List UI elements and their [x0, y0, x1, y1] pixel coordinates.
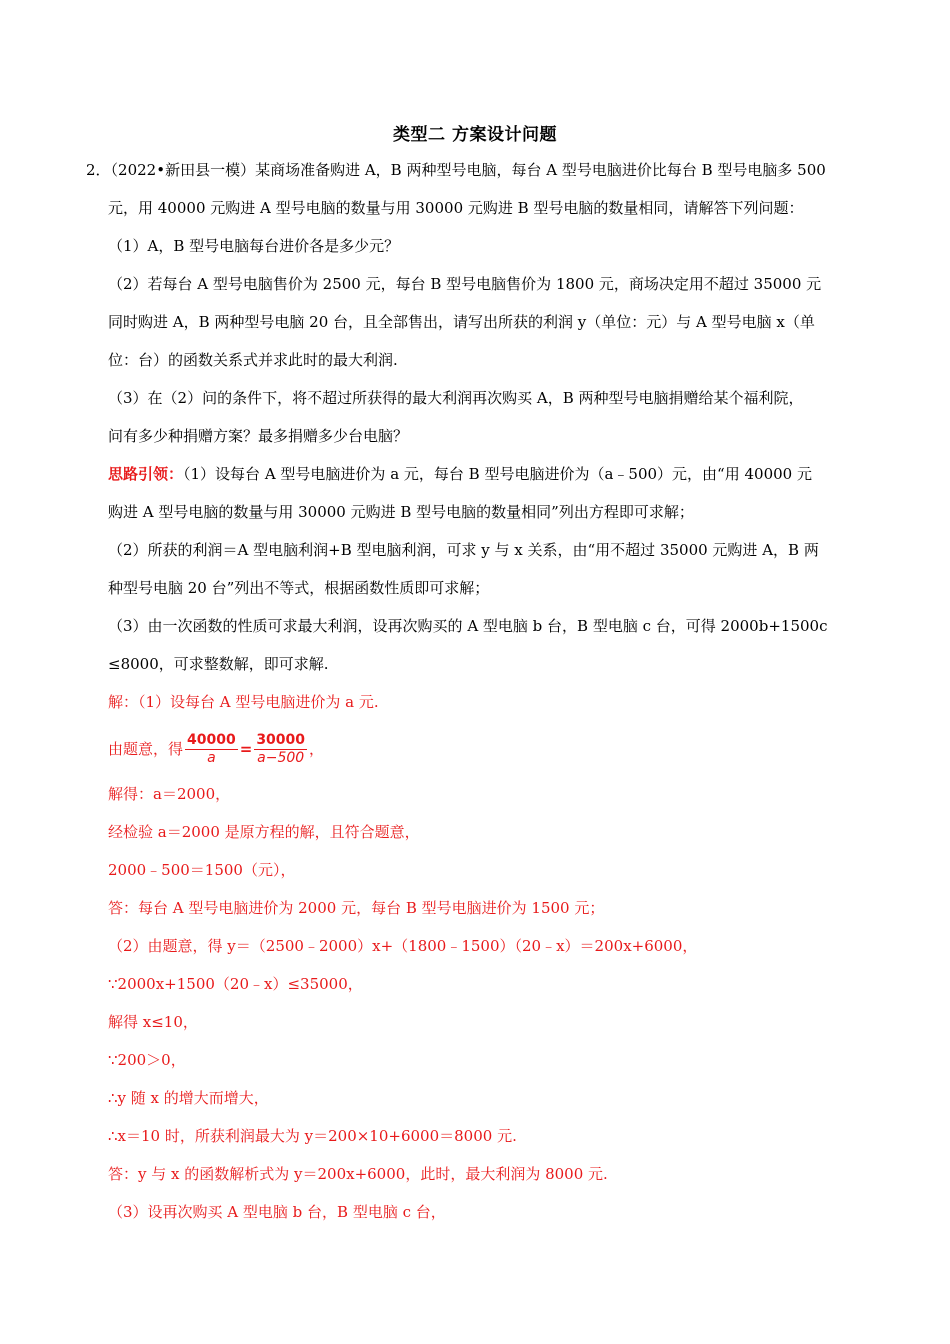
problem-line: 2．（2022•新田县一模）某商场准备购进 A，B 两种型号电脑，每台 A 型号电脑进价比每台 B 型号电脑多 500: [86, 161, 826, 179]
hint-line: ≤8000，可求整数解，即可求解.: [108, 655, 329, 673]
equation-suffix: ，: [309, 740, 325, 758]
problem-part-1: （1）A，B 型号电脑每台进价各是多少元？: [108, 237, 400, 255]
hint-line: （3）由一次函数的性质可求最大利润，设再次购买的 A 型电脑 b 台，B 型电脑 c 台，可得 2000b+1500c: [108, 617, 828, 635]
solution-line: 解得 x≤10，: [108, 1013, 198, 1031]
problem-line: 位：台）的函数关系式并求此时的最大利润.: [108, 351, 398, 369]
solution-line: ∵2000x+1500（20﹣x）≤35000，: [108, 975, 363, 993]
section-title: 类型二 方案设计问题: [393, 125, 557, 145]
hint-label: 思路引领：: [108, 465, 184, 483]
hint-line: [108, 464, 812, 484]
solution-equation: [108, 728, 324, 768]
hint-text: （1）设每台 A 型号电脑进价为 a 元，每台 B 型号电脑进价为（a﹣500）元，由“用 40000 元: [183, 465, 812, 483]
fraction-denominator: a: [207, 749, 216, 766]
hint-line: 种型号电脑 20 台”列出不等式，根据函数性质即可求解；: [108, 579, 490, 597]
solution-line: 解得：a＝2000，: [108, 785, 231, 803]
solution-line: ∵200＞0，: [108, 1051, 186, 1069]
solution-line: （3）设再次购买 A 型电脑 b 台，B 型电脑 c 台，: [108, 1203, 446, 1221]
equals-sign: =: [239, 740, 253, 758]
solution-line: 解：（1）设每台 A 型号电脑进价为 a 元.: [108, 693, 379, 711]
solution-answer: 答：每台 A 型号电脑进价为 2000 元，每台 B 型号电脑进价为 1500 元；: [108, 899, 605, 917]
problem-part-3: （3）在（2）问的条件下，将不超过所获得的最大利润再次购买 A，B 两种型号电脑捐赠给某个福利院，: [108, 389, 804, 407]
problem-line: 元，用 40000 元购进 A 型号电脑的数量与用 30000 元购进 B 型号电脑的数量相同，请解答下列问题：: [108, 199, 804, 217]
fraction-left: [185, 732, 238, 767]
solution-line: ∴y 随 x 的增大而增大，: [108, 1089, 269, 1107]
equation-prefix: 由题意，得: [108, 740, 184, 758]
problem-line: 同时购进 A，B 两种型号电脑 20 台，且全部售出，请写出所获的利润 y（单位：元）与 A 型号电脑 x（单: [108, 313, 815, 331]
solution-answer: 答：y 与 x 的函数解析式为 y＝200x+6000，此时，最大利润为 8000 元.: [108, 1165, 608, 1183]
fraction-numerator: 30000: [256, 731, 306, 748]
solution-line: （2）由题意，得 y＝（2500﹣2000）x+（1800﹣1500）（20﹣x）＝200x+6000，: [108, 937, 698, 955]
hint-line: 购进 A 型号电脑的数量与用 30000 元购进 B 型号电脑的数量相同”列出方程即可求解；: [108, 503, 694, 521]
fraction-denominator: a−500: [257, 749, 305, 766]
solution-line: 2000﹣500＝1500（元），: [108, 861, 296, 879]
solution-line: 经检验 a＝2000 是原方程的解，且符合题意，: [108, 823, 420, 841]
problem-line: 问有多少种捐赠方案？最多捐赠多少台电脑？: [108, 427, 409, 445]
solution-line: ∴x＝10 时，所获利润最大为 y＝200×10+6000＝8000 元.: [108, 1127, 517, 1145]
hint-line: （2）所获的利润＝A 型电脑利润+B 型电脑利润，可求 y 与 x 关系，由“用不超过 35000 元购进 A，B 两: [108, 541, 819, 559]
fraction-numerator: 40000: [187, 731, 236, 748]
fraction-right: [254, 732, 307, 767]
problem-part-2: （2）若每台 A 型号电脑售价为 2500 元，每台 B 型号电脑售价为 1800 元，商场决定用不超过 35000 元: [108, 275, 822, 293]
